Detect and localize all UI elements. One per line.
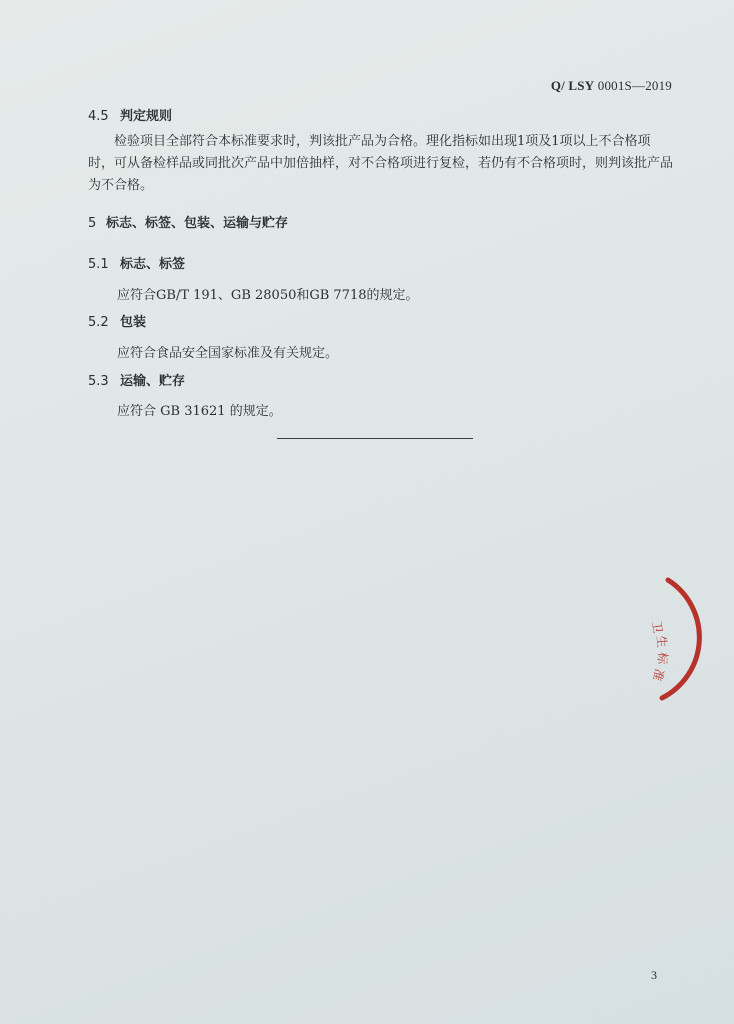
- end-of-document-rule: [277, 438, 473, 439]
- section-number: 5.2: [88, 315, 109, 330]
- section-title: 判定规则: [120, 109, 173, 124]
- section-title: 包装: [120, 315, 147, 330]
- section-5-3-body: 应符合 GB 31621 的规定。: [117, 404, 282, 419]
- section-number: 5.1: [88, 257, 109, 272]
- section-number: 5: [88, 216, 97, 231]
- section-title: 标志、标签、包装、运输与贮存: [106, 216, 289, 231]
- section-5-2-heading: [88, 311, 146, 330]
- section-number: 5.3: [88, 374, 109, 389]
- seal-char: 标: [654, 651, 670, 665]
- document-code-number: 0001S—2019: [594, 78, 672, 93]
- section-title: 标志、标签: [120, 257, 186, 272]
- page-number: 3: [651, 968, 657, 982]
- section-5-1-heading: [88, 253, 185, 272]
- section-5-heading: [88, 212, 288, 231]
- document-code: [551, 78, 672, 94]
- section-number: 4.5: [88, 109, 109, 124]
- section-4-5-heading: [88, 105, 172, 124]
- seal-char: 卫: [649, 620, 665, 635]
- seal-char: 准: [649, 667, 667, 683]
- section-title: 运输、贮存: [120, 374, 186, 389]
- document-code-prefix: Q/ LSY: [550, 78, 595, 93]
- seal-char: 生: [654, 635, 670, 649]
- section-5-2-body: 应符合食品安全国家标准及有关规定。: [117, 346, 339, 361]
- section-5-3-heading: [88, 370, 185, 389]
- section-5-1-body: 应符合GB/T 191、GB 28050和GB 7718的规定。: [117, 288, 419, 303]
- section-4-5-body: 检验项目全部符合本标准要求时，判该批产品为合格。理化指标如出现1项及1项以上不合格项时，可从备检样品或同批次产品中加倍抽样，对不合格项进行复检，若仍有不合格项时，则判该批产品为不合格。: [88, 134, 674, 193]
- red-seal-stamp: [626, 570, 726, 710]
